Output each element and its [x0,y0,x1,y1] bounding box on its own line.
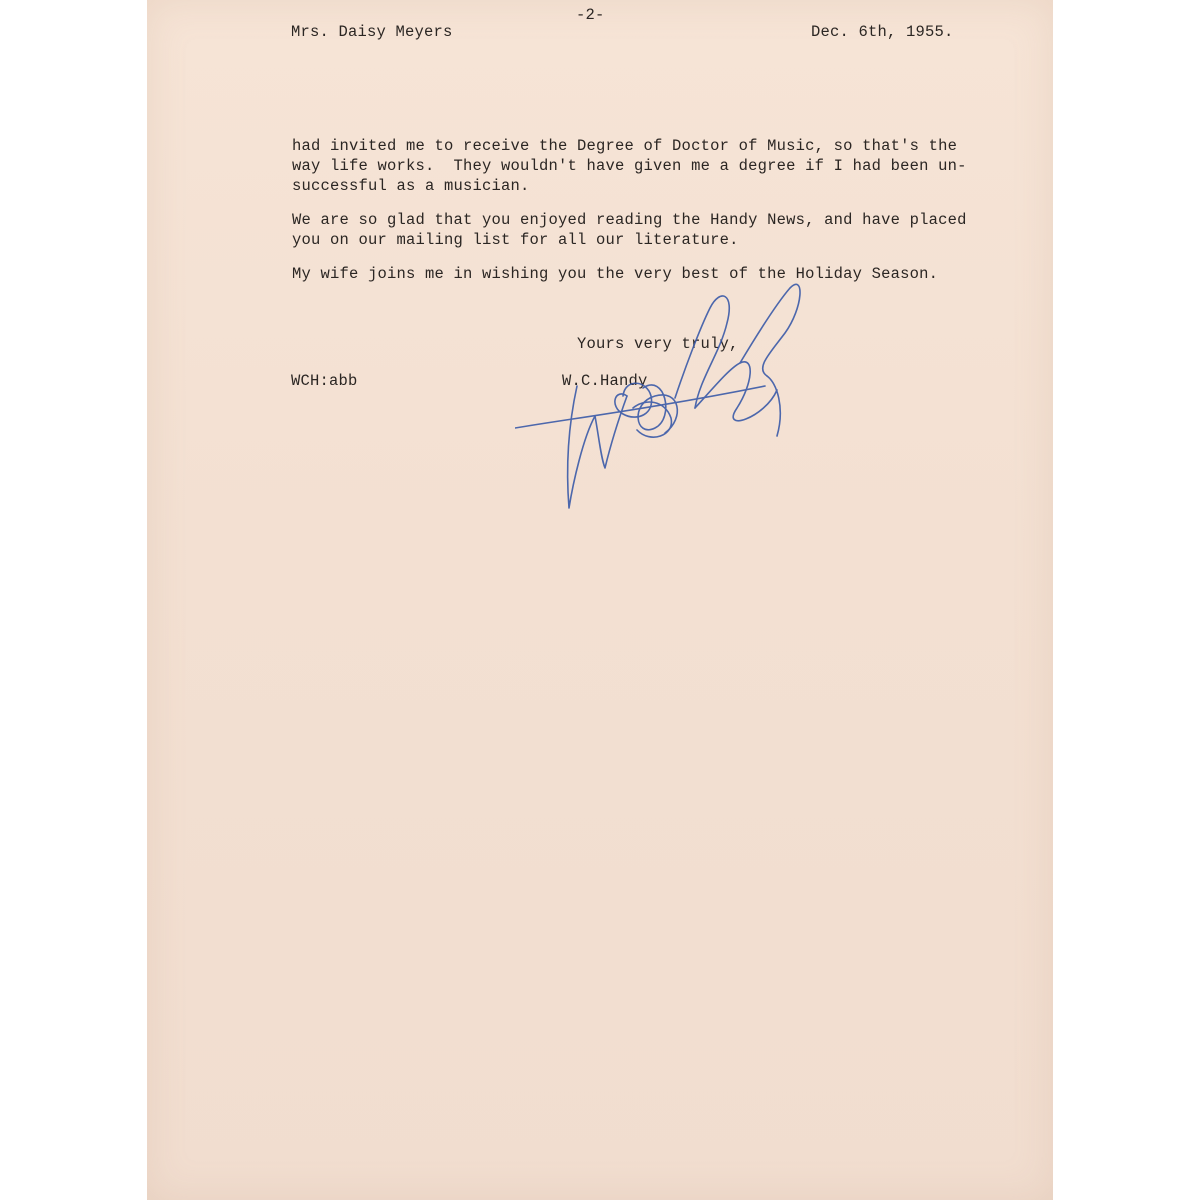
text-line: had invited me to receive the Degree of Doctor of Music, so that's the [292,137,958,155]
recipient-name: Mrs. Daisy Meyers [291,23,453,41]
paragraph [292,136,967,196]
text-line: you on our mailing list for all our literature. [292,231,739,249]
closing-phrase: Yours very truly, [577,335,739,353]
letter-date: Dec. 6th, 1955. [811,23,954,41]
text-line: way life works. They wouldn't have given me a degree if I had been un- [292,157,967,175]
handwritten-signature [515,268,815,528]
text-line: successful as a musician. [292,177,530,195]
page-number: -2- [576,6,605,24]
text-line: We are so glad that you enjoyed reading the Handy News, and have placed [292,211,967,229]
paragraph [292,210,967,250]
text-line: My wife joins me in wishing you the very best of the Holiday Season. [292,265,939,283]
signer-name: W.C.Handy [562,372,648,390]
typist-initials: WCH:abb [291,372,358,390]
